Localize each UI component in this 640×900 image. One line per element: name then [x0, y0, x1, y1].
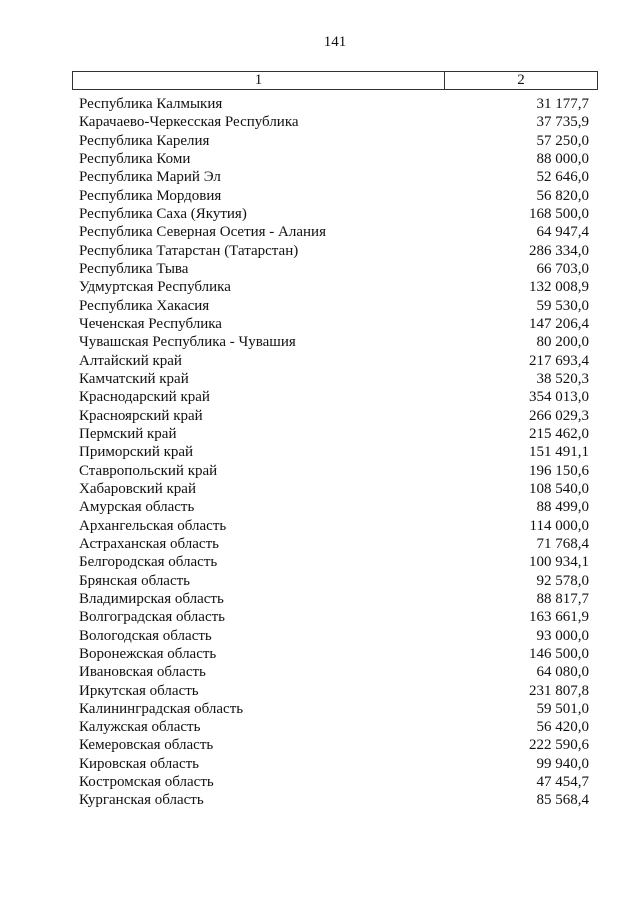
- table-row: [79, 443, 589, 461]
- region-value: 71 768,4: [536, 535, 589, 552]
- region-value: 88 817,7: [536, 590, 589, 607]
- region-value: 37 735,9: [536, 114, 589, 131]
- region-value: 215 462,0: [529, 425, 589, 442]
- region-name: Республика Тыва: [79, 260, 189, 277]
- table-row: [79, 168, 589, 186]
- table-row: [79, 242, 589, 260]
- region-name: Амурская область: [79, 499, 195, 516]
- region-value: 31 177,7: [536, 96, 589, 112]
- region-value: 196 150,6: [529, 462, 589, 479]
- region-value: 147 206,4: [529, 315, 589, 332]
- region-name: Курганская область: [79, 792, 204, 809]
- region-value: 354 013,0: [529, 389, 589, 406]
- table-row: [79, 150, 589, 168]
- region-value: 168 500,0: [529, 205, 589, 222]
- region-name: Волгоградская область: [79, 609, 225, 626]
- region-name: Костромская область: [79, 774, 214, 791]
- table-row: [79, 462, 589, 480]
- table-row: [79, 333, 589, 351]
- region-name: Чеченская Республика: [79, 315, 222, 332]
- region-value: 231 807,8: [529, 682, 589, 699]
- region-name: Приморский край: [79, 444, 194, 461]
- table-row: [79, 205, 589, 223]
- region-value: 146 500,0: [529, 645, 589, 662]
- region-name: Республика Хакасия: [79, 297, 210, 314]
- region-name: Калужская область: [79, 719, 201, 736]
- table-row: [79, 718, 589, 736]
- region-value: 56 420,0: [536, 719, 589, 736]
- table-row: [79, 590, 589, 608]
- table-row: [79, 682, 589, 700]
- region-value: 80 200,0: [536, 334, 589, 351]
- region-value: 114 000,0: [529, 517, 589, 534]
- column-header-1: 1: [73, 72, 445, 89]
- region-name: Архангельская область: [79, 517, 227, 534]
- table-row: [79, 608, 589, 626]
- region-name: Краснодарский край: [79, 389, 210, 406]
- region-value: 59 530,0: [536, 297, 589, 314]
- table-row: [79, 663, 589, 681]
- region-value: 64 947,4: [536, 224, 589, 241]
- region-name: Алтайский край: [79, 352, 182, 369]
- region-name: Брянская область: [79, 572, 191, 589]
- table-row: [79, 645, 589, 663]
- table-row: [79, 627, 589, 645]
- region-value: 47 454,7: [536, 774, 589, 791]
- region-name: Красноярский край: [79, 407, 203, 424]
- table-row: [79, 791, 589, 809]
- region-value: 92 578,0: [536, 572, 589, 589]
- table-row: [79, 132, 589, 150]
- page-number: 141: [323, 34, 347, 50]
- region-name: Республика Саха (Якутия): [79, 205, 247, 222]
- table-row: [79, 388, 589, 406]
- region-name: Республика Татарстан (Татарстан): [79, 242, 299, 259]
- table-row: [79, 736, 589, 754]
- table-row: [79, 113, 589, 131]
- region-name: Республика Марий Эл: [79, 169, 221, 186]
- table-row: [79, 535, 589, 553]
- table-row: [79, 517, 589, 535]
- table-row: [79, 755, 589, 773]
- region-value: 222 590,6: [529, 737, 589, 754]
- region-name: Республика Мордовия: [79, 187, 222, 204]
- region-name: Белгородская область: [79, 554, 218, 571]
- region-name: Республика Северная Осетия - Алания: [79, 224, 326, 241]
- region-value: 286 334,0: [529, 242, 589, 259]
- region-name: Астраханская область: [79, 535, 219, 552]
- region-value: 151 491,1: [529, 444, 589, 461]
- region-name: Вологодская область: [79, 627, 212, 644]
- region-name: Хабаровский край: [79, 480, 196, 497]
- region-name: Пермский край: [79, 425, 177, 442]
- region-name: Ставропольский край: [79, 462, 218, 479]
- region-name: Воронежская область: [79, 645, 217, 662]
- region-value: 52 646,0: [536, 169, 589, 186]
- region-value: 99 940,0: [536, 755, 589, 772]
- region-value: 38 520,3: [536, 370, 589, 387]
- region-name: Республика Коми: [79, 150, 191, 167]
- table-row: [79, 370, 589, 388]
- table-header: [72, 71, 598, 90]
- table-row: [79, 260, 589, 278]
- region-name: Кировская область: [79, 755, 200, 772]
- table-row: [79, 95, 589, 113]
- region-value: 56 820,0: [536, 187, 589, 204]
- region-value: 93 000,0: [536, 627, 589, 644]
- table-row: [79, 480, 589, 498]
- table-row: [79, 315, 589, 333]
- region-value: 163 661,9: [529, 609, 589, 626]
- table-row: [79, 352, 589, 370]
- region-value: 88 000,0: [536, 150, 589, 167]
- region-value: 64 080,0: [536, 664, 589, 681]
- table-row: [79, 407, 589, 425]
- region-value: 266 029,3: [529, 407, 589, 424]
- region-value: 66 703,0: [536, 260, 589, 277]
- region-name: Калининградская область: [79, 700, 244, 717]
- table-row: [79, 223, 589, 241]
- table-row: [79, 498, 589, 516]
- region-value: 57 250,0: [536, 132, 589, 149]
- region-name: Камчатский край: [79, 370, 189, 387]
- region-name: Карачаево-Черкесская Республика: [79, 114, 299, 131]
- region-value: 59 501,0: [536, 700, 589, 717]
- region-name: Ивановская область: [79, 664, 206, 681]
- region-name: Владимирская область: [79, 590, 224, 607]
- region-value: 100 934,1: [529, 554, 589, 571]
- region-value: 85 568,4: [536, 792, 589, 809]
- region-value: 132 008,9: [529, 279, 589, 296]
- table-row: [79, 553, 589, 571]
- region-name: Республика Карелия: [79, 132, 210, 149]
- region-name: Кемеровская область: [79, 737, 214, 754]
- region-value: 88 499,0: [536, 499, 589, 516]
- region-value: 108 540,0: [529, 480, 589, 497]
- table-body: [79, 95, 589, 810]
- table-row: [79, 700, 589, 718]
- table-row: [79, 187, 589, 205]
- region-value: 217 693,4: [529, 352, 589, 369]
- table-row: [79, 572, 589, 590]
- table-row: [79, 425, 589, 443]
- region-name: Удмуртская Республика: [79, 279, 231, 296]
- region-name: Иркутская область: [79, 682, 199, 699]
- column-header-2: 2: [517, 72, 525, 88]
- region-name: Чувашская Республика - Чувашия: [79, 334, 296, 351]
- region-name: Республика Калмыкия: [79, 96, 223, 112]
- table-row: [79, 278, 589, 296]
- table-row: [79, 773, 589, 791]
- table-row: [79, 297, 589, 315]
